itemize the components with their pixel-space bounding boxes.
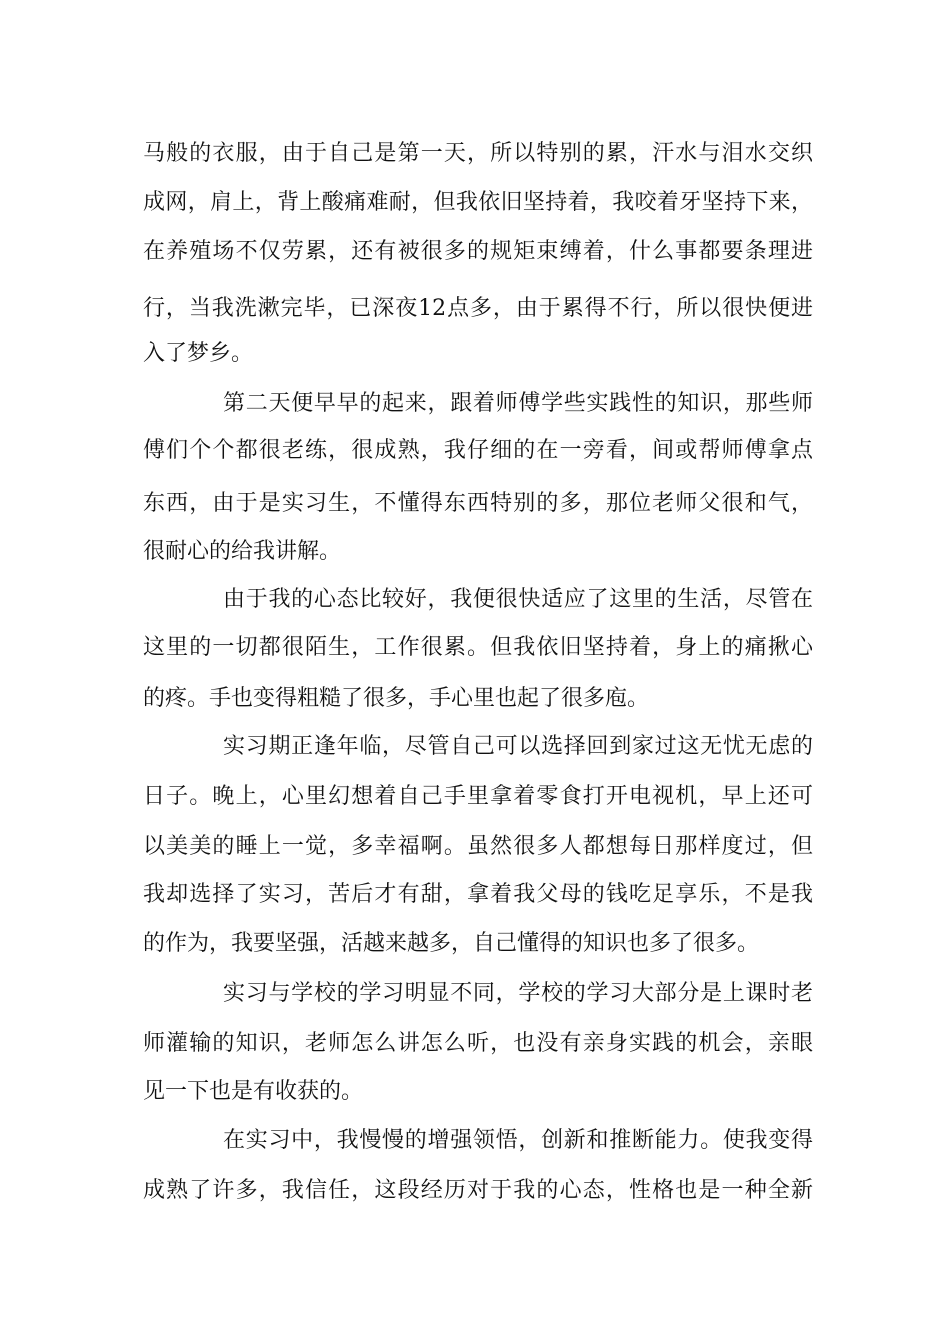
text-line: 这里的一切都很陌生，工作很累。但我依旧坚持着，身上的痛揪心 [143, 635, 813, 660]
text-line: 在养殖场不仅劳累，还有被很多的规矩束缚着，什么事都要条理进 [143, 239, 813, 264]
text-line: 入了梦乡。 [143, 341, 254, 366]
text-line: 马般的衣服，由于自己是第一天，所以特别的累，汗水与泪水交织 [143, 141, 813, 166]
text-line: 行，当我洗漱完毕，已深夜12点多，由于累得不行，所以很快便进 [143, 296, 813, 321]
text-line: 见一下也是有收获的。 [143, 1079, 364, 1104]
text-line: 成熟了许多，我信任，这段经历对于我的心态，性格也是一种全新 [143, 1178, 813, 1203]
text-line: 很耐心的给我讲解。 [143, 539, 342, 564]
text-line: 以美美的睡上一觉，多幸福啊。虽然很多人都想每日那样度过，但 [143, 834, 813, 859]
paragraph-first-line: 在实习中，我慢慢的增强领悟，创新和推断能力。使我变得 [223, 1128, 813, 1153]
text-line: 日子。晚上，心里幻想着自己手里拿着零食打开电视机，早上还可 [143, 784, 813, 809]
text-line: 的作为，我要坚强，活越来越多，自己懂得的知识也多了很多。 [143, 931, 760, 956]
text-line: 的疼。手也变得粗糙了很多，手心里也起了很多庖。 [143, 686, 650, 711]
text-line: 傅们个个都很老练，很成熟，我仔细的在一旁看，间或帮师傅拿点 [143, 438, 813, 463]
text-line: 师灌输的知识，老师怎么讲怎么听，也没有亲身实践的机会，亲眼 [143, 1031, 813, 1056]
paragraph-first-line: 实习期正逢年临，尽管自己可以选择回到家过这无忧无虑的 [223, 734, 813, 759]
paragraph-first-line: 第二天便早早的起来，跟着师傅学些实践性的知识，那些师 [223, 391, 813, 416]
paragraph-first-line: 实习与学校的学习明显不同，学校的学习大部分是上课时老 [223, 981, 813, 1006]
text-line: 东西，由于是实习生，不懂得东西特别的多，那位老师父很和气， [143, 491, 813, 516]
text-line: 我却选择了实习，苦后才有甜，拿着我父母的钱吃足享乐，不是我 [143, 882, 813, 907]
text-line: 成网，肩上，背上酸痛难耐，但我依旧坚持着，我咬着牙坚持下来， [143, 190, 813, 215]
paragraph-first-line: 由于我的心态比较好，我便很快适应了这里的生活，尽管在 [223, 587, 813, 612]
